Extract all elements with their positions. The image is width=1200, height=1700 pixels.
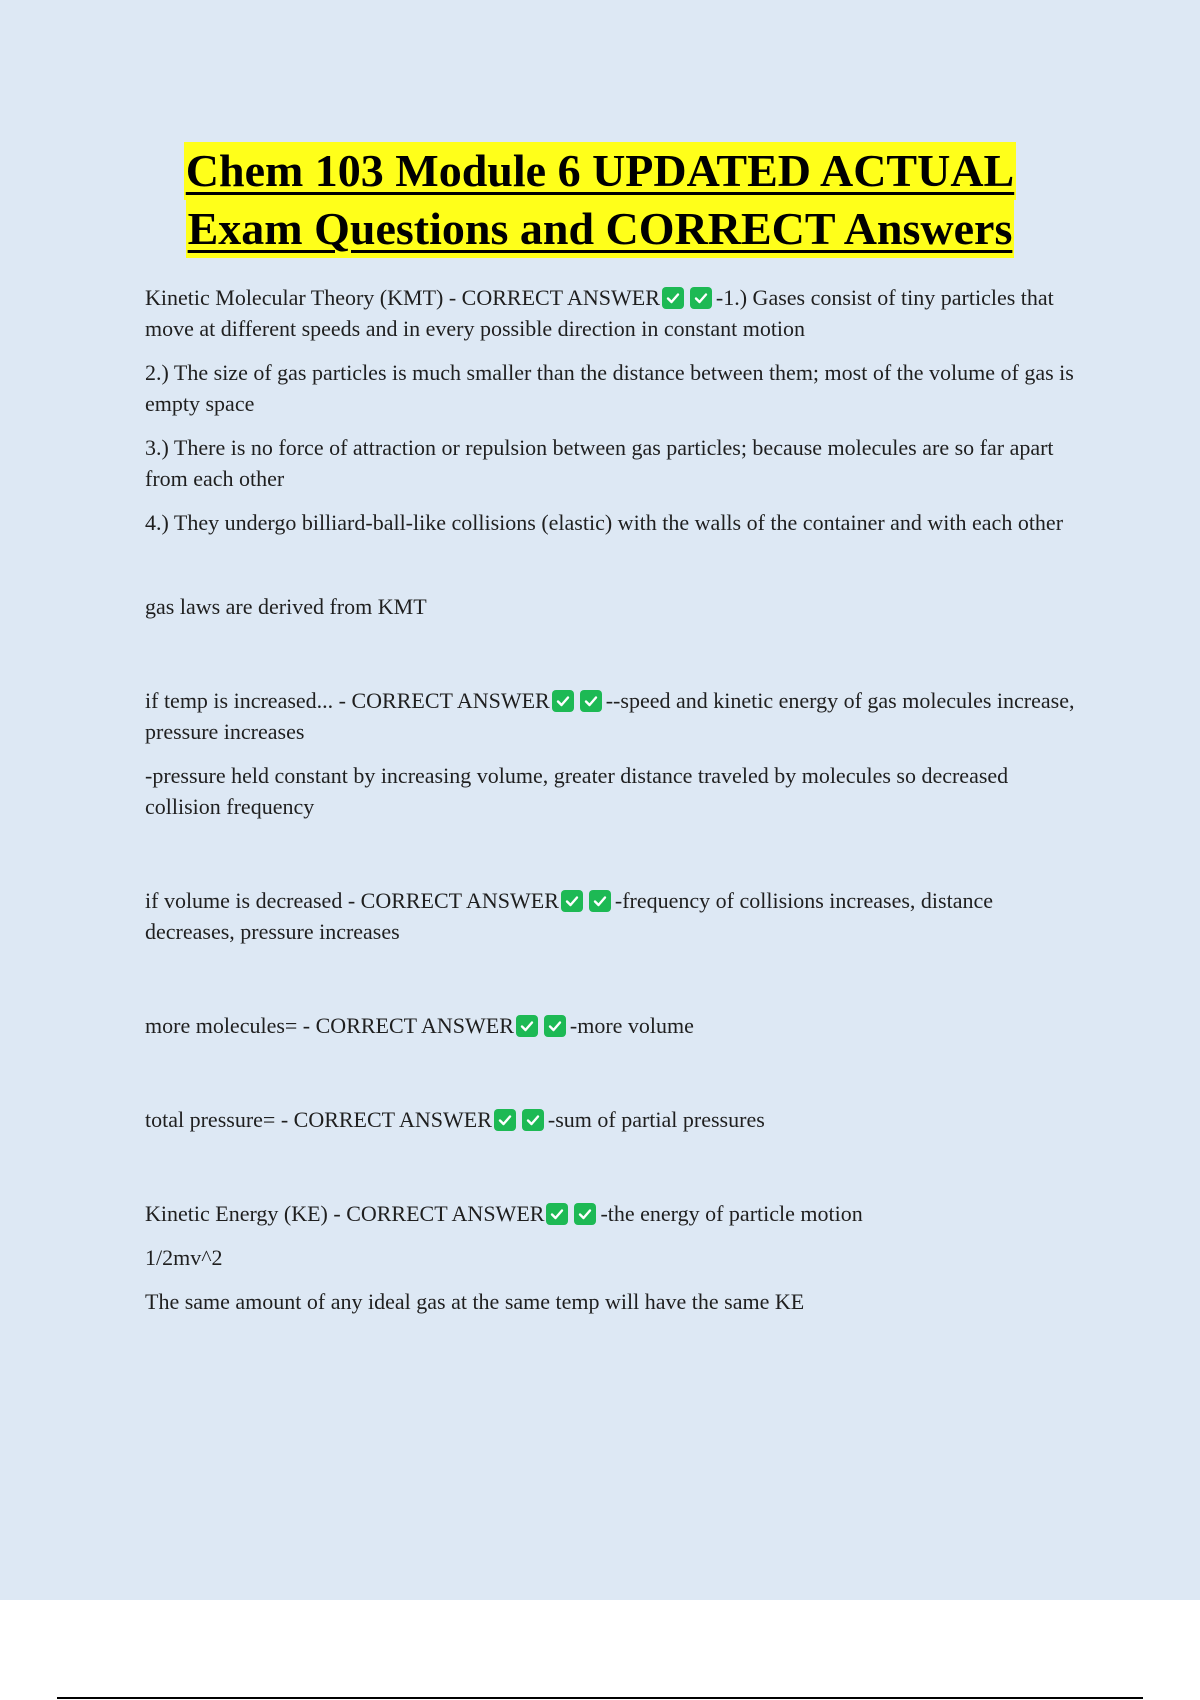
footer-rule <box>57 1697 1143 1699</box>
qa-item <box>145 885 1085 947</box>
answer-detail: 1/2mv^2 <box>145 1245 223 1270</box>
check-box-icon <box>662 287 684 309</box>
question-text: if volume is decreased - CORRECT ANSWER <box>145 888 559 913</box>
question-text: Kinetic Molecular Theory (KMT) - CORRECT ANSWER <box>145 285 660 310</box>
qa-item <box>145 282 1085 344</box>
answer-text: -the energy of particle motion <box>600 1201 863 1226</box>
qa-item <box>145 1104 1085 1135</box>
note-text: gas laws are derived from KMT <box>145 594 427 619</box>
title-line-2: Exam Questions and CORRECT Answers <box>186 200 1015 258</box>
check-box-icon <box>580 690 602 712</box>
question-text: total pressure= - CORRECT ANSWER <box>145 1107 492 1132</box>
check-box-icon <box>589 890 611 912</box>
check-box-icon <box>690 287 712 309</box>
qa-item <box>145 1010 1085 1041</box>
check-box-icon <box>494 1109 516 1131</box>
answer-detail: The same amount of any ideal gas at the same temp will have the same KE <box>145 1289 805 1314</box>
check-box-icon <box>516 1015 538 1037</box>
check-box-icon <box>522 1109 544 1131</box>
question-text: Kinetic Energy (KE) - CORRECT ANSWER <box>145 1201 545 1226</box>
check-box-icon <box>561 890 583 912</box>
answer-text: -frequency of collisions increases, distance decreases, pressure increases <box>145 888 994 944</box>
title-line-1: Chem 103 Module 6 UPDATED ACTUAL <box>184 142 1016 200</box>
answer-text: -more volume <box>569 1013 694 1038</box>
check-box-icon <box>552 690 574 712</box>
qa-content <box>145 282 1085 1330</box>
qa-item <box>145 1198 1085 1229</box>
check-box-icon <box>546 1203 568 1225</box>
check-box-icon <box>574 1203 596 1225</box>
answer-text: -1.) Gases consist of tiny particles that move at different speeds and in every possible direction in constant motion <box>145 285 1054 341</box>
qa-item <box>145 685 1085 747</box>
answer-detail: 2.) The size of gas particles is much smaller than the distance between them; most of the volume of gas is empty space <box>145 360 1074 416</box>
answer-detail: 3.) There is no force of attraction or repulsion between gas particles; because molecules are so far apart from each other <box>145 435 1054 491</box>
document-title <box>0 142 1200 258</box>
answer-text: -sum of partial pressures <box>547 1107 765 1132</box>
check-box-icon <box>544 1015 566 1037</box>
answer-detail: 4.) They undergo billiard-ball-like collisions (elastic) with the walls of the container and with each other <box>145 510 1064 535</box>
question-text: more molecules= - CORRECT ANSWER <box>145 1013 514 1038</box>
question-text: if temp is increased... - CORRECT ANSWER <box>145 688 550 713</box>
answer-detail: -pressure held constant by increasing volume, greater distance traveled by molecules so decreased collision frequency <box>145 763 1009 819</box>
answer-text: --speed and kinetic energy of gas molecules increase, pressure increases <box>145 688 1075 744</box>
